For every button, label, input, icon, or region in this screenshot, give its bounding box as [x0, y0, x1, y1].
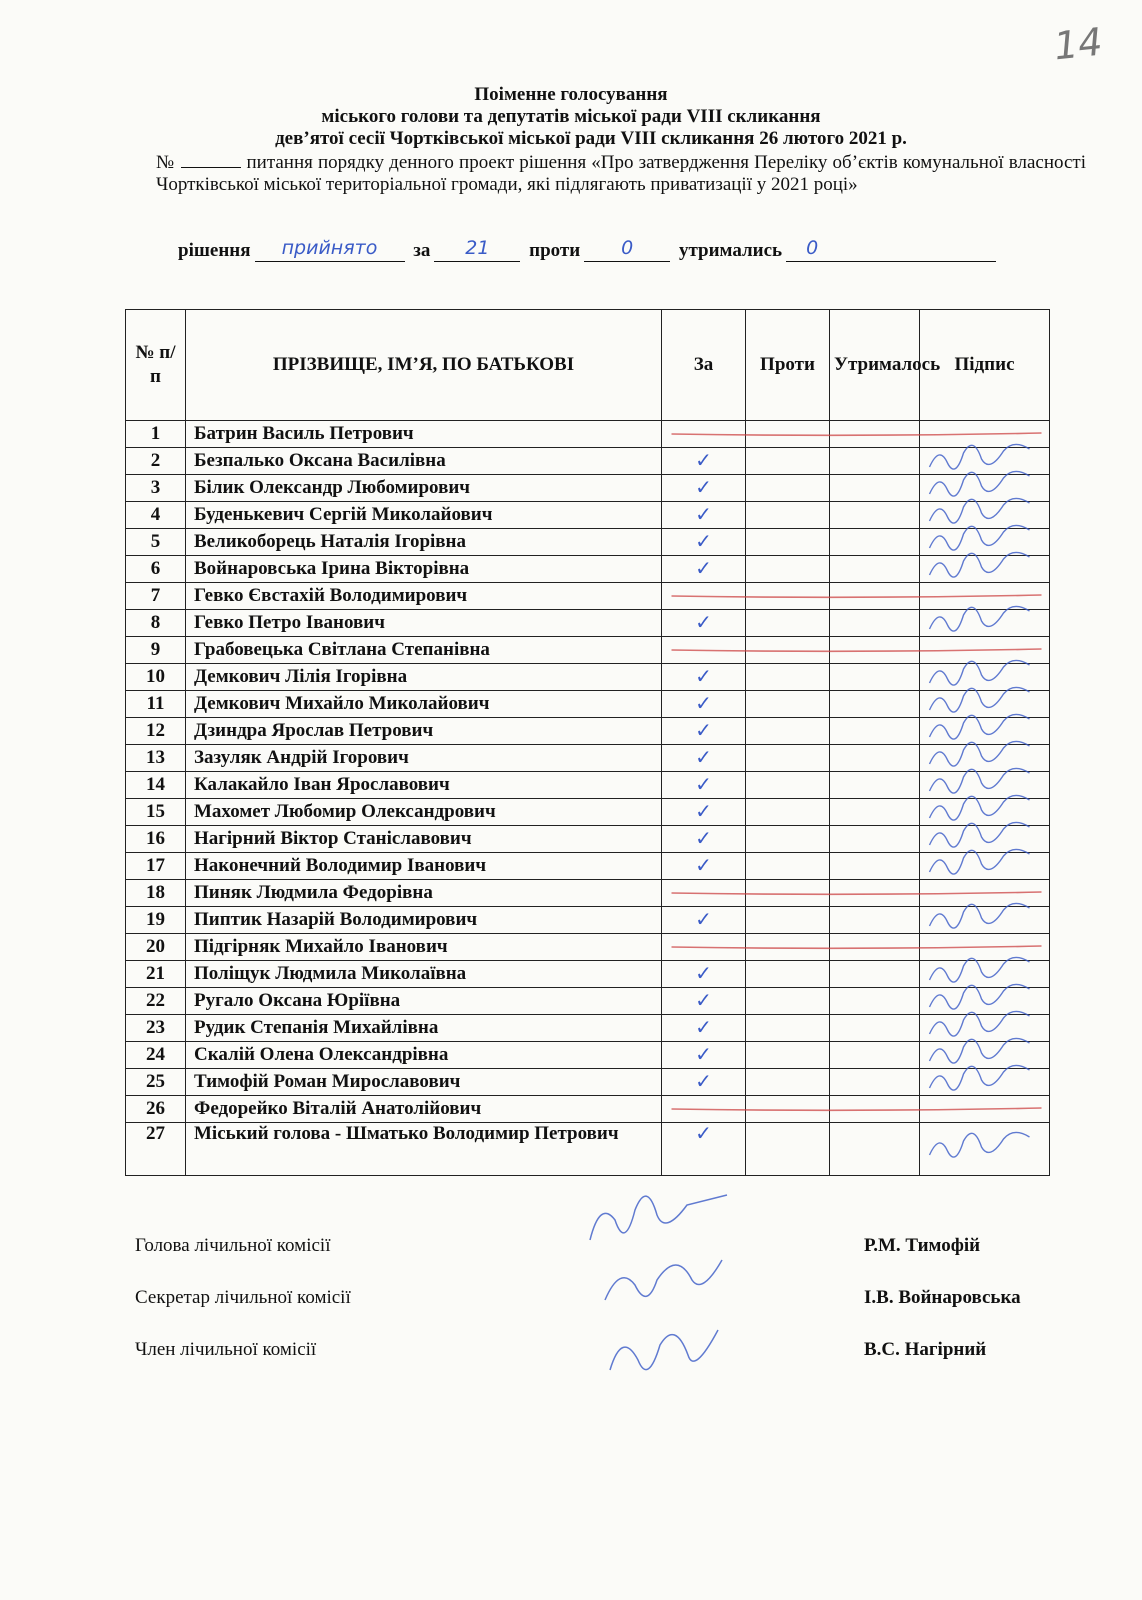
vote-abstained-cell [830, 961, 920, 988]
row-number: 27 [126, 1123, 186, 1176]
deputy-name: Нагірний Віктор Станіславович [186, 826, 662, 853]
for-label: за [413, 240, 431, 261]
vote-against-cell [746, 853, 830, 880]
vote-abstained-cell [830, 1123, 920, 1176]
signature-cell [920, 934, 1050, 961]
deputy-name: Білик Олександр Любомирович [186, 475, 662, 502]
table-row [126, 583, 1050, 610]
table-row [126, 1069, 1050, 1096]
vote-against-cell [746, 475, 830, 502]
vote-abstained-cell [830, 556, 920, 583]
signature-cell [920, 664, 1050, 691]
row-number: 7 [126, 583, 186, 610]
vote-for-cell: ✓ [662, 502, 746, 529]
vote-against-cell [746, 988, 830, 1015]
table-body [126, 421, 1050, 1176]
signature-cell [920, 529, 1050, 556]
table-row [126, 934, 1050, 961]
table-row [126, 1015, 1050, 1042]
vote-against-cell [746, 880, 830, 907]
deputy-name: Махомет Любомир Олександрович [186, 799, 662, 826]
signature-cell [920, 745, 1050, 772]
vote-abstained-cell [830, 421, 920, 448]
vote-for-cell: ✓ [662, 772, 746, 799]
document-title-line1: Поіменне голосування [474, 84, 668, 105]
deputy-name: Підгірняк Михайло Іванович [186, 934, 662, 961]
decision-line [178, 237, 1000, 262]
table-row [126, 1123, 1050, 1176]
against-count: 0 [584, 237, 670, 262]
deputy-name: Великоборець Наталія Ігорівна [186, 529, 662, 556]
vote-against-cell [746, 1015, 830, 1042]
vote-for-cell: ✓ [662, 448, 746, 475]
deputy-name: Пиняк Людмила Федорівна [186, 880, 662, 907]
vote-abstained-cell [830, 448, 920, 475]
vote-abstained-cell [830, 502, 920, 529]
signature-cell [920, 1123, 1050, 1176]
signature-cell [920, 853, 1050, 880]
vote-against-cell [746, 745, 830, 772]
row-number: 17 [126, 853, 186, 880]
vote-abstained-cell [830, 907, 920, 934]
deputy-name: Гевко Петро Іванович [186, 610, 662, 637]
commission-member-name: В.С. Нагірний [864, 1339, 987, 1360]
vote-abstained-cell [830, 664, 920, 691]
vote-against-cell [746, 1069, 830, 1096]
signature-cell [920, 718, 1050, 745]
vote-for-cell: ✓ [662, 691, 746, 718]
vote-for-cell: ✓ [662, 1042, 746, 1069]
vote-against-cell [746, 556, 830, 583]
signature-cell [920, 772, 1050, 799]
deputy-name: Войнаровська Ірина Вікторівна [186, 556, 662, 583]
vote-for-cell [662, 421, 746, 448]
decision-value: прийнято [255, 237, 405, 262]
row-number: 20 [126, 934, 186, 961]
roll-call-table [125, 309, 1050, 1176]
deputy-name: Пиптик Назарій Володимирович [186, 907, 662, 934]
vote-against-cell [746, 1096, 830, 1123]
deputy-name: Безпалько Оксана Василівна [186, 448, 662, 475]
deputy-name: Федорейко Віталій Анатолійович [186, 1096, 662, 1123]
for-count: 21 [434, 237, 520, 262]
table-row [126, 772, 1050, 799]
vote-abstained-cell [830, 529, 920, 556]
vote-for-cell: ✓ [662, 475, 746, 502]
table-row [126, 610, 1050, 637]
vote-abstained-cell [830, 1069, 920, 1096]
abstained-label: утримались [678, 240, 783, 261]
row-number: 23 [126, 1015, 186, 1042]
vote-against-cell [746, 529, 830, 556]
question-number-sign: № [156, 152, 175, 173]
vote-abstained-cell [830, 691, 920, 718]
table-row [126, 880, 1050, 907]
row-number: 1 [126, 421, 186, 448]
vote-for-cell: ✓ [662, 1015, 746, 1042]
row-number: 11 [126, 691, 186, 718]
row-number: 6 [126, 556, 186, 583]
vote-against-cell [746, 448, 830, 475]
secretary-signature [605, 1260, 722, 1300]
table-header-row [126, 310, 1050, 421]
table-row [126, 961, 1050, 988]
vote-for-cell [662, 583, 746, 610]
row-number: 18 [126, 880, 186, 907]
vote-abstained-cell [830, 826, 920, 853]
commission-chair-label: Голова лічильної комісії [135, 1235, 331, 1256]
signature-cell [920, 421, 1050, 448]
signature-cell [920, 907, 1050, 934]
vote-abstained-cell [830, 718, 920, 745]
table-row [126, 1096, 1050, 1123]
vote-abstained-cell [830, 475, 920, 502]
vote-for-cell: ✓ [662, 529, 746, 556]
vote-abstained-cell [830, 988, 920, 1015]
deputy-name: Гевко Євстахій Володимирович [186, 583, 662, 610]
vote-abstained-cell [830, 583, 920, 610]
table-row [126, 718, 1050, 745]
vote-against-cell [746, 583, 830, 610]
table-row [126, 475, 1050, 502]
row-number: 19 [126, 907, 186, 934]
vote-against-cell [746, 772, 830, 799]
deputy-name: Демкович Михайло Миколайович [186, 691, 662, 718]
deputy-name: Наконечний Володимир Іванович [186, 853, 662, 880]
table-row [126, 421, 1050, 448]
header-num: № п/п [126, 310, 186, 421]
row-number: 15 [126, 799, 186, 826]
vote-for-cell: ✓ [662, 988, 746, 1015]
signature-cell [920, 691, 1050, 718]
signature-cell [920, 1069, 1050, 1096]
deputy-name: Тимофій Роман Мирославович [186, 1069, 662, 1096]
vote-against-cell [746, 718, 830, 745]
vote-abstained-cell [830, 853, 920, 880]
row-number: 25 [126, 1069, 186, 1096]
deputy-name: Ругало Оксана Юріївна [186, 988, 662, 1015]
deputy-name: Демкович Лілія Ігорівна [186, 664, 662, 691]
vote-against-cell [746, 1123, 830, 1176]
header-name: ПРІЗВИЩЕ, ІМ’Я, ПО БАТЬКОВІ [186, 310, 662, 421]
row-number: 16 [126, 826, 186, 853]
vote-for-cell: ✓ [662, 745, 746, 772]
table-row [126, 826, 1050, 853]
row-number: 12 [126, 718, 186, 745]
deputy-name: Буденькевич Сергій Миколайович [186, 502, 662, 529]
vote-for-cell: ✓ [662, 718, 746, 745]
commission-secretary-name: І.В. Войнаровська [864, 1287, 1021, 1308]
signature-cell [920, 799, 1050, 826]
vote-for-cell [662, 1096, 746, 1123]
vote-for-cell [662, 880, 746, 907]
table-row [126, 637, 1050, 664]
row-number: 8 [126, 610, 186, 637]
vote-against-cell [746, 691, 830, 718]
row-number: 4 [126, 502, 186, 529]
deputy-name: Міський голова - Шматько Володимир Петрович [186, 1123, 662, 1176]
vote-against-cell [746, 1042, 830, 1069]
signature-cell [920, 1015, 1050, 1042]
table-row [126, 988, 1050, 1015]
vote-abstained-cell [830, 772, 920, 799]
vote-abstained-cell [830, 637, 920, 664]
row-number: 5 [126, 529, 186, 556]
vote-abstained-cell [830, 1015, 920, 1042]
deputy-name: Рудик Степанія Михайлівна [186, 1015, 662, 1042]
row-number: 21 [126, 961, 186, 988]
signature-cell [920, 475, 1050, 502]
deputy-name: Батрин Василь Петрович [186, 421, 662, 448]
signature-cell [920, 961, 1050, 988]
row-number: 22 [126, 988, 186, 1015]
vote-for-cell: ✓ [662, 826, 746, 853]
vote-against-cell [746, 961, 830, 988]
deputy-name: Скалій Олена Олександрівна [186, 1042, 662, 1069]
vote-abstained-cell [830, 1042, 920, 1069]
vote-for-cell: ✓ [662, 853, 746, 880]
row-number: 13 [126, 745, 186, 772]
member-signature [610, 1330, 718, 1370]
deputy-name: Дзиндра Ярослав Петрович [186, 718, 662, 745]
vote-for-cell: ✓ [662, 664, 746, 691]
vote-for-cell: ✓ [662, 610, 746, 637]
table-row [126, 691, 1050, 718]
table-row [126, 907, 1050, 934]
vote-for-cell: ✓ [662, 961, 746, 988]
commission-member-label: Член лічильної комісії [135, 1339, 317, 1360]
row-number: 14 [126, 772, 186, 799]
table-row [126, 745, 1050, 772]
vote-against-cell [746, 799, 830, 826]
signature-cell [920, 502, 1050, 529]
vote-abstained-cell [830, 610, 920, 637]
table-row [126, 1042, 1050, 1069]
vote-for-cell [662, 637, 746, 664]
abstained-count: 0 [786, 237, 996, 262]
deputy-name: Зазуляк Андрій Ігорович [186, 745, 662, 772]
vote-for-cell: ✓ [662, 1069, 746, 1096]
chair-signature [590, 1195, 727, 1240]
vote-abstained-cell [830, 799, 920, 826]
decision-label: рішення [178, 240, 251, 261]
row-number: 2 [126, 448, 186, 475]
vote-abstained-cell [830, 880, 920, 907]
row-number: 24 [126, 1042, 186, 1069]
signature-cell [920, 826, 1050, 853]
document-title-line3: дев’ятої сесії Чортківської міської ради VIII скликання 26 лютого 2021 р. [275, 128, 907, 149]
deputy-name: Поліщук Людмила Миколаївна [186, 961, 662, 988]
commission-chair-name: Р.М. Тимофій [864, 1235, 981, 1256]
header-for: За [662, 310, 746, 421]
commission-signatures [590, 1195, 727, 1370]
signature-cell [920, 610, 1050, 637]
table-row [126, 556, 1050, 583]
header-against: Проти [746, 310, 830, 421]
table-row [126, 502, 1050, 529]
signature-cell [920, 556, 1050, 583]
against-label: проти [529, 240, 581, 261]
vote-against-cell [746, 907, 830, 934]
signature-cell [920, 1042, 1050, 1069]
vote-for-cell [662, 934, 746, 961]
vote-for-cell: ✓ [662, 799, 746, 826]
vote-abstained-cell [830, 1096, 920, 1123]
signature-cell [920, 637, 1050, 664]
table-row [126, 448, 1050, 475]
question-body: питання порядку денного проект рішення «Про затвердження Переліку об’єктів комунальної власності Чортківської міської територіальної громади, які підлягають приватизації у 2021 році» [156, 152, 1086, 195]
vote-against-cell [746, 826, 830, 853]
signature-cell [920, 880, 1050, 907]
header-abstained: Утрималось [830, 310, 920, 421]
vote-abstained-cell [830, 745, 920, 772]
signature-cell [920, 988, 1050, 1015]
question-text [156, 152, 1086, 196]
question-number-blank [181, 153, 241, 168]
row-number: 26 [126, 1096, 186, 1123]
table-row [126, 853, 1050, 880]
vote-against-cell [746, 637, 830, 664]
table-row [126, 799, 1050, 826]
vote-against-cell [746, 934, 830, 961]
vote-against-cell [746, 664, 830, 691]
deputy-name: Калакайло Іван Ярославович [186, 772, 662, 799]
signature-cell [920, 1096, 1050, 1123]
document-title-line2: міського голови та депутатів міської ради VIII скликання [321, 106, 821, 127]
commission-secretary-label: Секретар лічильної комісії [135, 1287, 351, 1308]
row-number: 3 [126, 475, 186, 502]
vote-for-cell: ✓ [662, 907, 746, 934]
vote-for-cell: ✓ [662, 556, 746, 583]
deputy-name: Грабовецька Світлана Степанівна [186, 637, 662, 664]
vote-for-cell: ✓ [662, 1123, 746, 1176]
header-signature: Підпис [920, 310, 1050, 421]
table-row [126, 529, 1050, 556]
signature-cell [920, 448, 1050, 475]
vote-against-cell [746, 502, 830, 529]
signature-cell [920, 583, 1050, 610]
row-number: 10 [126, 664, 186, 691]
page-number: 14 [1051, 19, 1105, 69]
table-row [126, 664, 1050, 691]
vote-against-cell [746, 610, 830, 637]
row-number: 9 [126, 637, 186, 664]
vote-against-cell [746, 421, 830, 448]
vote-abstained-cell [830, 934, 920, 961]
